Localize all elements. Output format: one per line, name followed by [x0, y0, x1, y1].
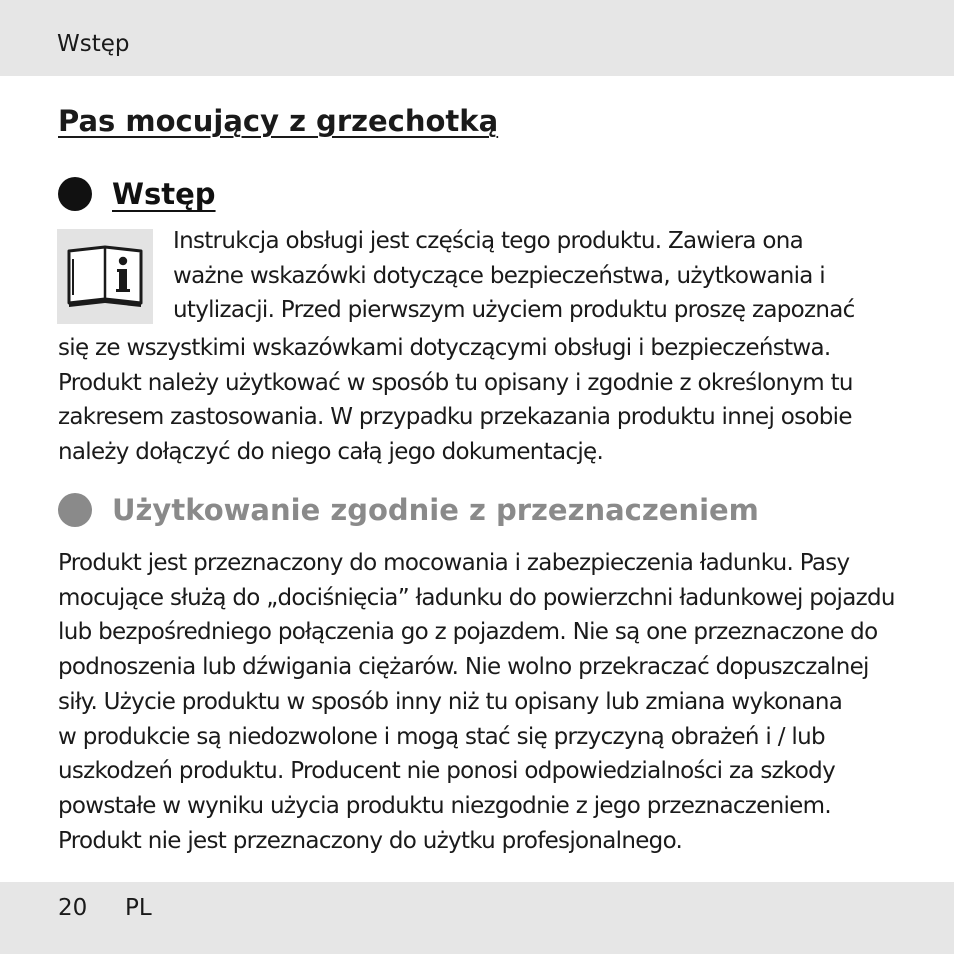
text-line: Instrukcja obsługi jest częścią tego produktu. Zawiera ona	[173, 228, 804, 254]
language-code: PL	[125, 895, 152, 921]
text-line: uszkodzeń produktu. Producent nie ponosi odpowiedzialności za szkody	[58, 758, 835, 785]
intro-paragraph-continued	[58, 331, 853, 470]
intro-paragraph-beside-icon	[173, 224, 855, 328]
text-line: utylizacji. Przed pierwszym użyciem produktu proszę zapoznać	[173, 297, 855, 324]
section-title: Użytkowanie zgodnie z przeznaczeniem	[112, 493, 759, 527]
document-title: Pas mocujący z grzechotką	[58, 104, 499, 138]
text-line: w produkcie są niedozwolone i mogą stać się przyczyną obrażeń i / lub	[58, 723, 825, 750]
text-line: się ze wszystkimi wskazówkami dotyczącymi obsługi i bezpieczeństwa.	[58, 335, 831, 361]
text-line: powstałe w wyniku użycia produktu niezgodnie z jego przeznaczeniem.	[58, 792, 831, 819]
read-manual-info-icon	[57, 229, 153, 324]
header-bar	[0, 0, 954, 76]
bullet-icon	[58, 493, 92, 527]
text-line: Produkt należy użytkować w sposób tu opisany i zgodnie z określonym tu	[58, 369, 853, 396]
bullet-icon	[58, 177, 92, 211]
text-line: ważne wskazówki dotyczące bezpieczeństwa, użytkowania i	[173, 262, 825, 289]
text-line: mocujące służą do „dociśnięcia” ładunku do powierzchni ładunkowej pojazdu	[58, 584, 895, 611]
page-number: 20	[58, 895, 88, 921]
text-line: Produkt jest przeznaczony do mocowania i zabezpieczenia ładunku. Pasy	[58, 550, 850, 576]
running-header: Wstęp	[57, 31, 130, 57]
text-line: zakresem zastosowania. W przypadku przekazania produktu innej osobie	[58, 404, 852, 431]
text-line: Produkt nie jest przeznaczony do użytku profesjonalnego.	[58, 827, 683, 854]
section-title: Wstęp	[112, 177, 216, 211]
intended-use-paragraph	[58, 546, 895, 858]
text-line: należy dołączyć do niego całą jego dokumentację.	[58, 439, 604, 466]
text-line: podnoszenia lub dźwigania ciężarów. Nie wolno przekraczać dopuszczalnej	[58, 654, 869, 681]
text-line: siły. Użycie produktu w sposób inny niż tu opisany lub zmiana wykonana	[58, 688, 843, 715]
text-line: lub bezpośredniego połączenia go z pojazdem. Nie są one przeznaczone do	[58, 619, 878, 646]
